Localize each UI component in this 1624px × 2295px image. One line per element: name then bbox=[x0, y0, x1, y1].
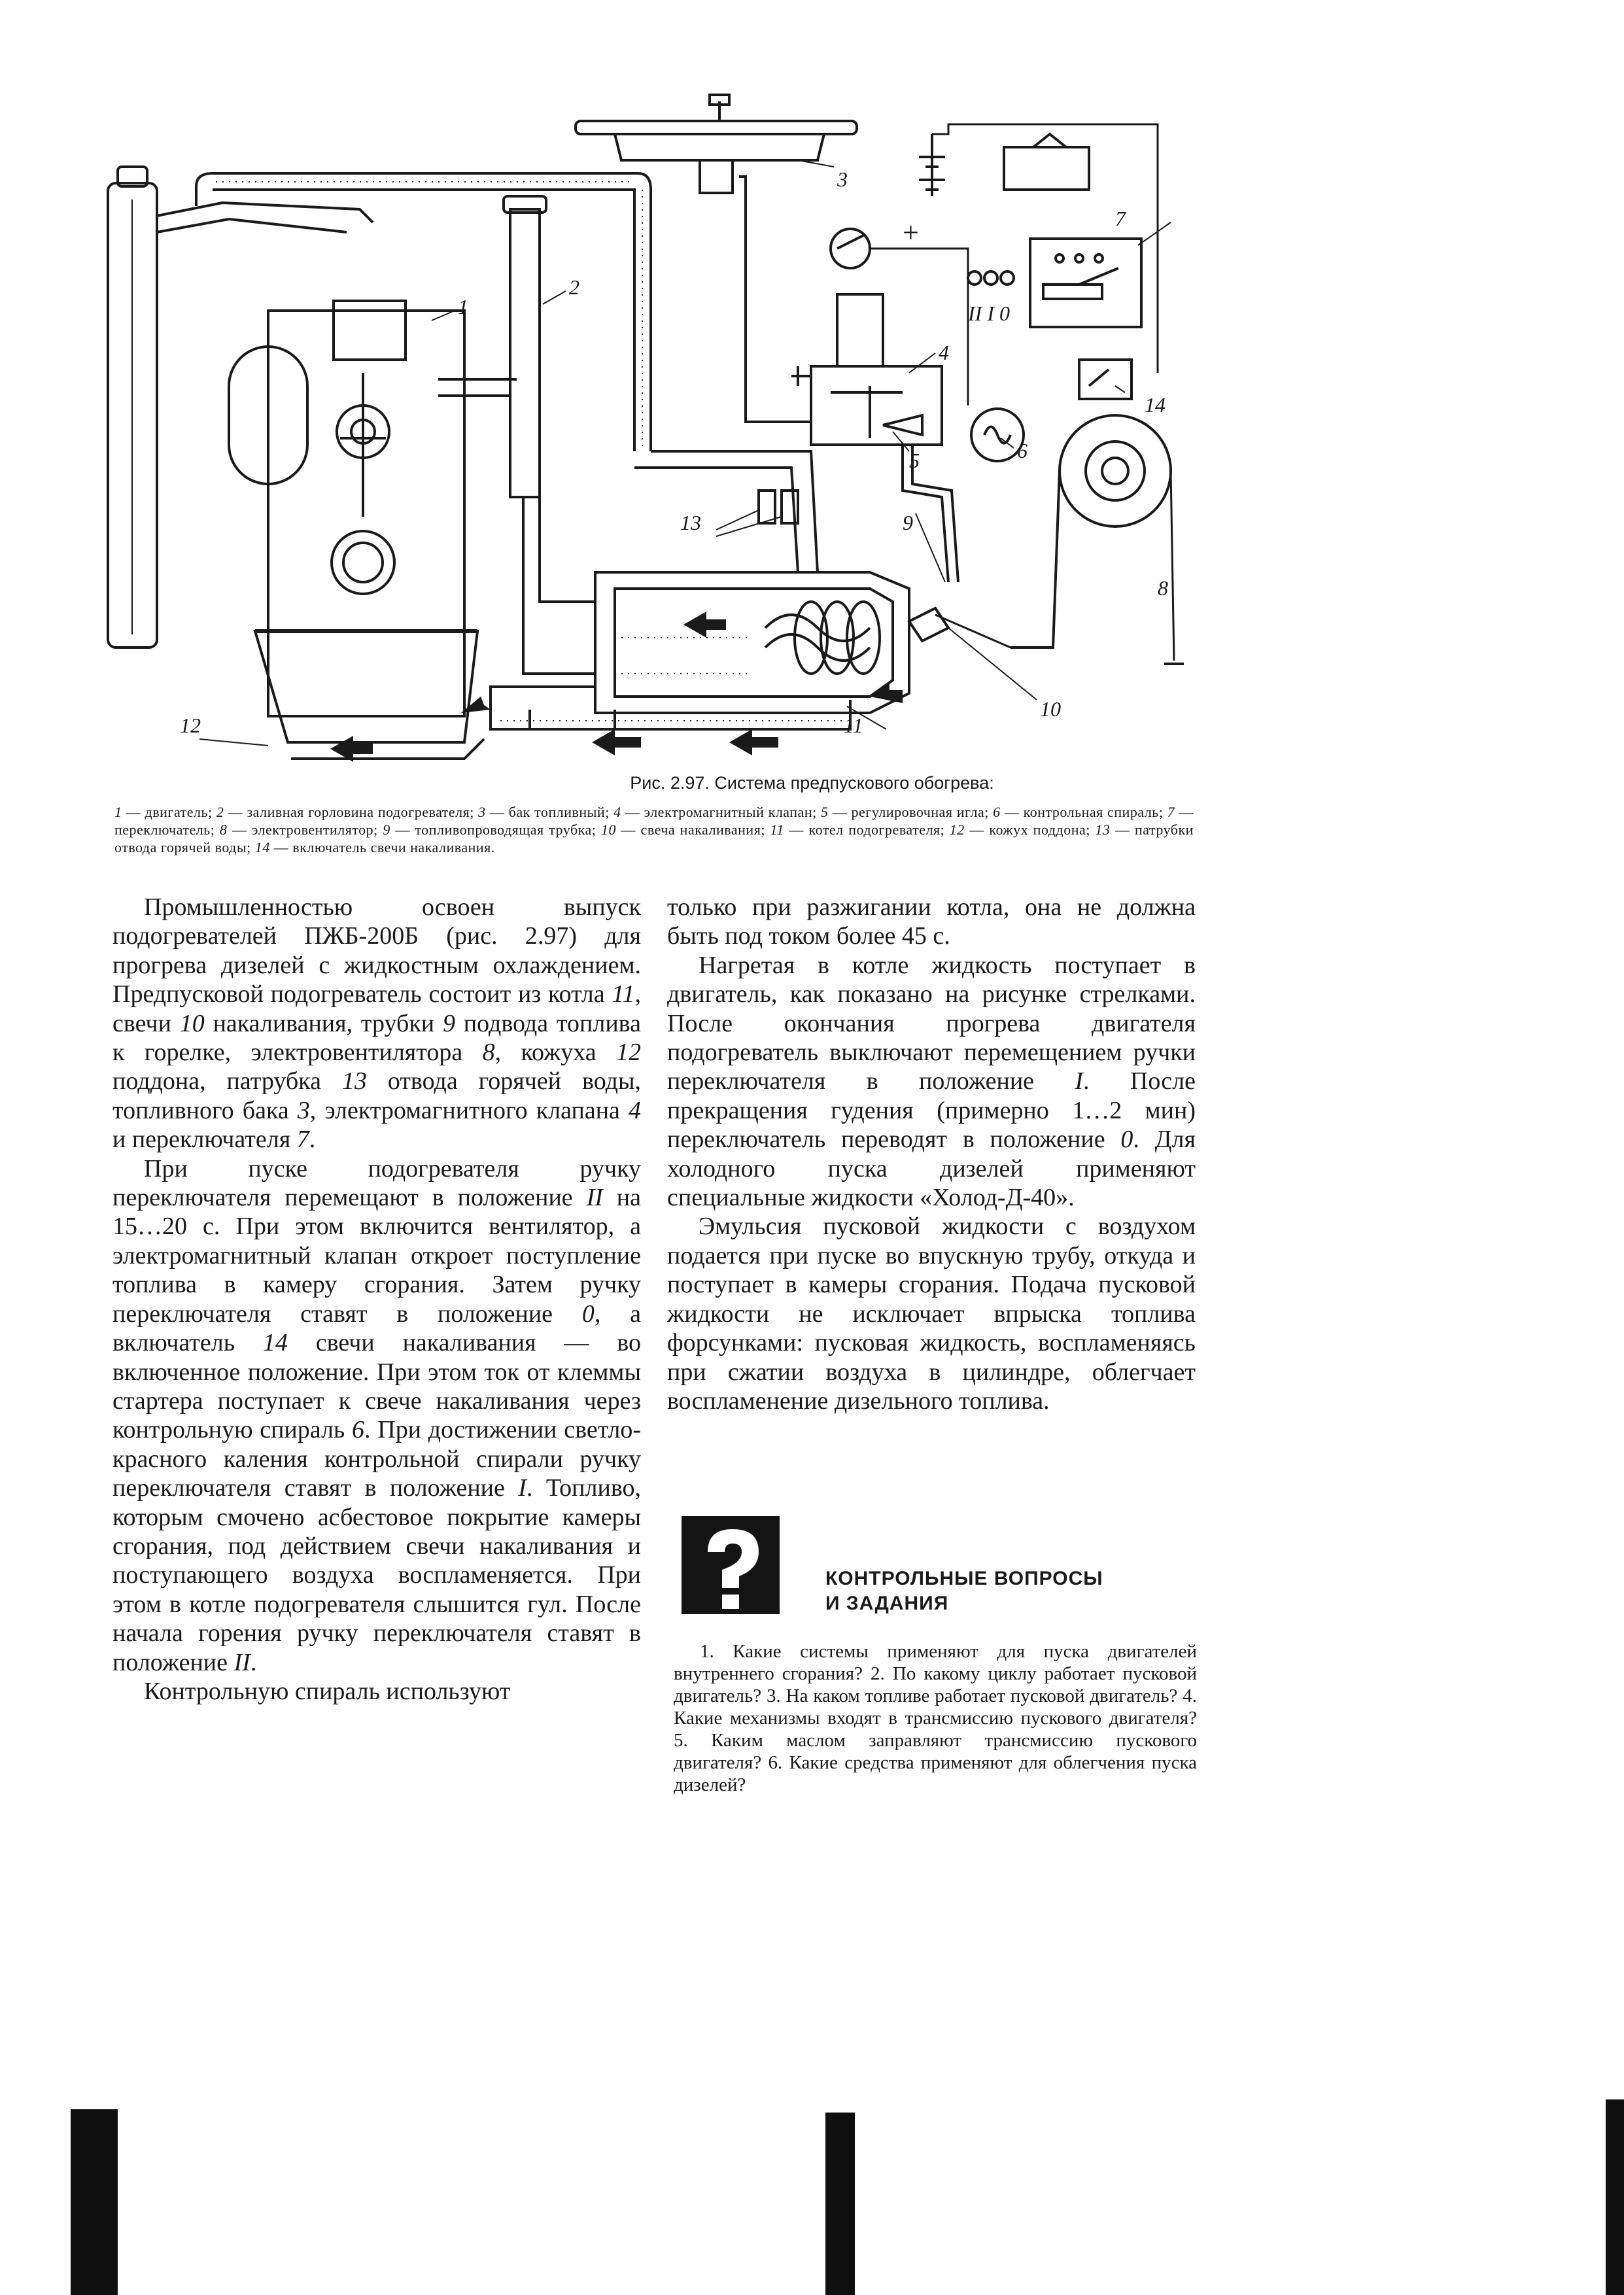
oil-pan-cover bbox=[255, 631, 477, 742]
callout-6: 6 bbox=[1017, 439, 1028, 462]
electric-fan bbox=[1060, 415, 1171, 526]
scan-artifact bbox=[71, 2109, 118, 2295]
heater-boiler bbox=[595, 572, 909, 713]
paragraph: Эмульсия пусковой жидкости с воздухом подается при пуске во впускную трубу, откуда и поступает в камеры сгорания. Подача пусковой жидкости не исключает впрыска топлива форсунками: пусковая жидкость, воспламеняясь при сжатии воздуха в цилиндре, облегчает воспламенение дизельного топлива. bbox=[667, 1213, 1196, 1415]
question-mark-icon bbox=[682, 1516, 780, 1614]
callout-12: 12 bbox=[180, 714, 201, 737]
figure-legend: 1 — двигатель; 2 — заливная горловина подогревателя; 3 — бак топливный; 4 — электромагнитный клапан; 5 — регулировочная игла; 6 — контрольная спираль; 7 — переключатель; 8 — электровентилятор; 9 — топливопроводящая трубка; 10 — свеча накаливания; 11 — котел подогревателя; 12 — кожух поддона; 13 — патрубки отвода горячей воды; 14 — включатель свечи накаливания. bbox=[114, 804, 1194, 855]
paragraph: Нагретая в котле жидкость поступает в двигатель, как показано на рисунке стрелками. После окончания прогрева двигателя подогреватель выключают перемещением ручки переключателя в положение I. После прекращения гудения (примерно 1…2 мин) переключатель переводят в положение 0. Для холодного пуска дизелей применяют специальные жидкости «Холод-Д-40». bbox=[667, 951, 1196, 1212]
figure-caption-title: Рис. 2.97. Система предпускового обогрева: bbox=[630, 773, 994, 793]
left-column bbox=[112, 893, 641, 1706]
callout-8: 8 bbox=[1158, 576, 1168, 600]
paragraph: только при разжигании котла, она не должна быть под током более 45 с. bbox=[667, 893, 1196, 950]
questions-text: 1. Какие системы применяют для пуска двигателей внутреннего сгорания? 2. По какому циклу работает пусковой двигатель? 3. На каком топливе работает пусковой двигатель? 4. Какие механизмы входят в трансмиссию пускового двигателя? 5. Каким маслом заправляют трансмиссию пускового двигателя? 6. Какие средства применяют для облегчения пуска дизелей? bbox=[674, 1641, 1197, 1795]
filler-neck bbox=[510, 209, 540, 497]
questions-heading-line: И ЗАДАНИЯ bbox=[825, 1593, 949, 1614]
callout-13: 13 bbox=[680, 511, 701, 534]
regulating-needle bbox=[883, 415, 922, 435]
callout-2: 2 bbox=[569, 275, 579, 299]
callout-11: 11 bbox=[844, 714, 863, 737]
callout-3: 3 bbox=[837, 167, 848, 191]
scan-artifact bbox=[825, 2113, 855, 2295]
heater-system-diagram bbox=[98, 85, 1197, 772]
fuel-tank bbox=[576, 121, 857, 134]
questions-heading bbox=[825, 1566, 1152, 1616]
control-gauge bbox=[831, 229, 870, 268]
paragraph: При пуске подогревателя ручку переключателя перемещают в положение II на 15…20 с. При этом включится вентилятор, а электромагнитный клапан откроет поступление топлива в камеру сгорания. Затем ручку переключателя ставят в положение 0, а включатель 14 свечи накаливания — во включенное положение. При этом ток от клеммы стартера поступает к свече накаливания через контрольную спираль 6. При достижении светло-красного каления контрольной спирали ручку переключателя ставят в положение I. Топливо, которым смочено асбестовое покрытие камеры сгорания, под действием свечи накаливания и поступающего воздуха воспламеняется. При этом в котле подогревателя слышится гул. После начала горения ручку переключателя ставят в положение II. bbox=[112, 1154, 642, 1676]
polarity-plus: + bbox=[903, 216, 919, 249]
engine bbox=[268, 311, 464, 716]
scan-artifact bbox=[1606, 2099, 1624, 2295]
callout-9: 9 bbox=[903, 511, 913, 534]
callout-4: 4 bbox=[939, 341, 949, 364]
callout-14: 14 bbox=[1145, 393, 1166, 417]
switch-positions-label: II I 0 bbox=[968, 302, 1010, 325]
solenoid-valve bbox=[837, 294, 883, 366]
callout-10: 10 bbox=[1040, 697, 1061, 721]
questions-heading-line: КОНТРОЛЬНЫЕ ВОПРОСЫ bbox=[825, 1568, 1103, 1589]
callout-7: 7 bbox=[1115, 207, 1126, 230]
paragraph: Контрольную спираль используют bbox=[144, 1677, 511, 1705]
paragraph: Промышленностью освоен выпуск подогревателей ПЖБ-200Б (рис. 2.97) для прогрева дизелей с жидкостным охлаждением. Предпусковой подогреватель состоит из котла 11, свечи 10 накаливания, трубки 9 подвода топлива к горелке, электровентилятора 8, кожуха 12 поддона, патрубка 13 отвода горячей воды, топливного бака 3, электромагнитного клапана 4 и переключателя 7. bbox=[112, 893, 641, 1154]
callout-5: 5 bbox=[909, 449, 920, 472]
right-column bbox=[667, 893, 1196, 1415]
glow-switch-14 bbox=[1079, 360, 1132, 399]
glow-plug bbox=[909, 608, 948, 641]
callout-1: 1 bbox=[458, 295, 468, 319]
